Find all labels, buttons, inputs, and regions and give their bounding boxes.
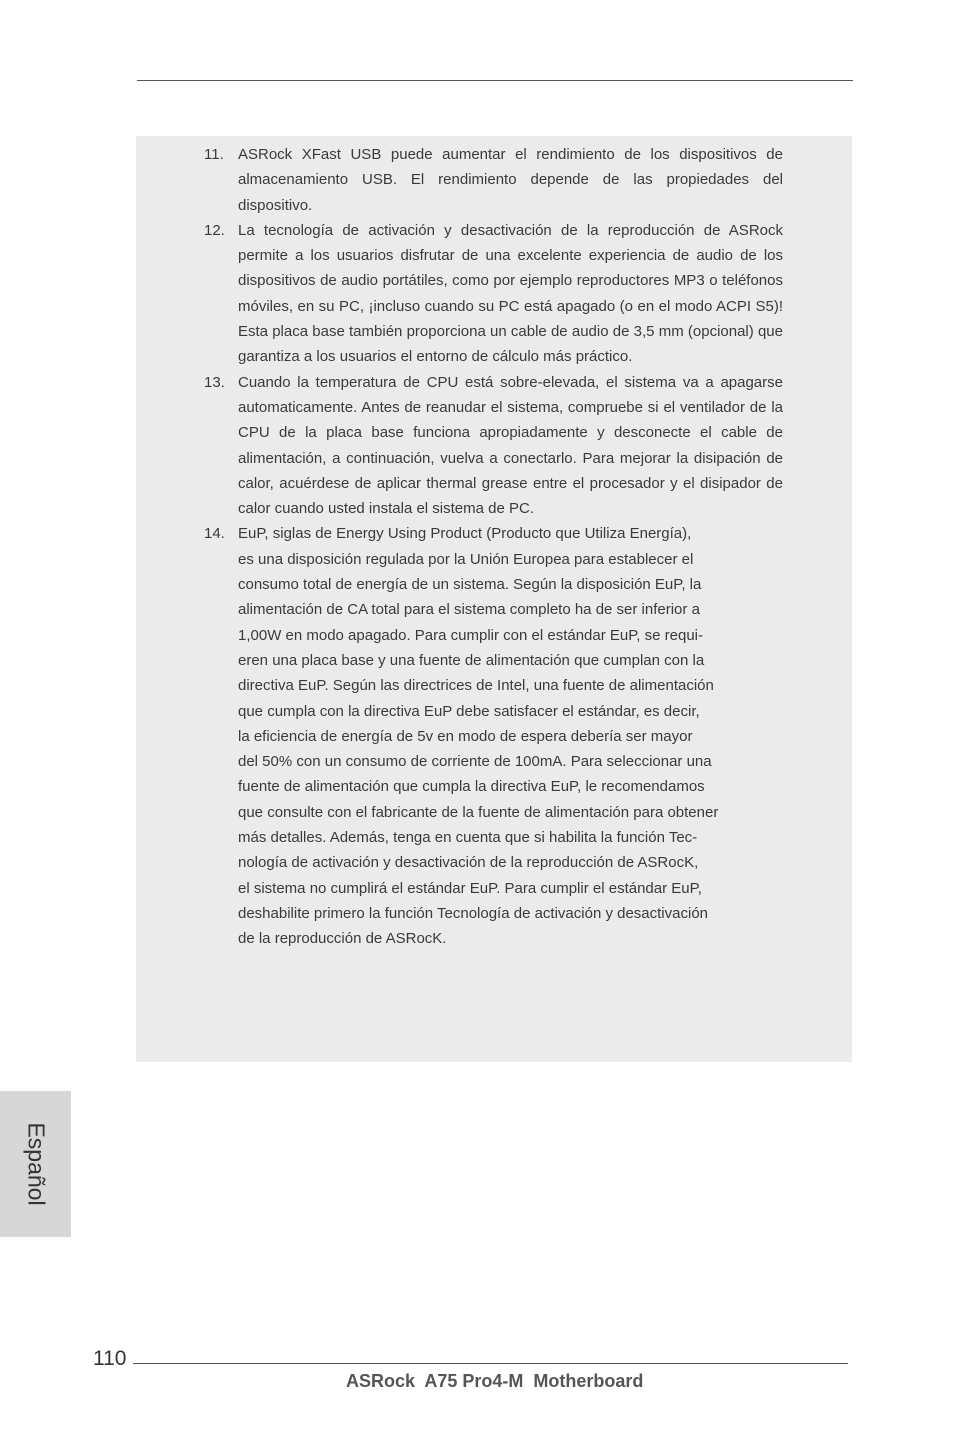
note-line: deshabilite primero la función Tecnología de activación y desactivación [238,904,709,922]
note-number: 13. [204,373,225,391]
note-line: el sistema no cumplirá el estándar EuP. Para cumplir el estándar EuP, [238,879,702,897]
notes-list [0,142,954,952]
language-tab-label: Español [23,1122,50,1206]
note-line: que consulte con el fabricante de la fuente de alimentación para obtener [238,803,719,821]
note-line: más detalles. Además, tenga en cuenta que si habilita la función Tec- [238,829,698,847]
note-item-12 [0,218,954,370]
note-number: 12. [204,221,225,239]
language-tab [0,1091,71,1237]
note-text: La tecnología de activación y desactivación de la reproducción de ASRock permite a los usuarios disfrutar de una excelente experiencia de audio de los dispositivos de audio portátiles, como por ejemplo reproductores MP3 o teléfonos móviles, en su PC, ¡incluso cuando su PC está apagado (o en el modo ACPI S5)! Esta placa base también proporciona un cable de audio de 3,5 mm (opcional) que garantiza a los usuarios el entorno de cálculo más práctico. [238,221,783,366]
note-line: es una disposición regulada por la Unión Europea para establecer el [238,550,694,568]
note-line: 1,00W en modo apagado. Para cumplir con el estándar EuP, se requi- [238,626,703,644]
note-line: fuente de alimentación que cumpla la directiva EuP, le recomendamos [238,778,705,796]
note-text: ASRock XFast USB puede aumentar el rendimiento de los dispositivos de almacenamiento USB. El rendimiento depende de las propiedades del dispositivo. [238,146,783,214]
note-line: consumo total de energía de un sistema. Según la disposición EuP, la [238,576,702,594]
note-item-11 [0,142,954,218]
note-line: alimentación de CA total para el sistema completo ha de ser inferior a [238,601,700,619]
note-item-13 [0,370,954,522]
note-line: del 50% con un consumo de corriente de 100mA. Para seleccionar una [238,753,712,771]
note-text: Cuando la temperatura de CPU está sobre-elevada, el sistema va a apagarse automaticamente. Antes de reanudar el sistema, compruebe si el ventilador de la CPU de la placa base funciona apropiadamente y desconecte el cable de alimentación, a continuación, vuelva a conectarlo. Para mejorar la disipación de calor, acuérdese de aplicar thermal grease entre el procesador y el disipador de calor cuando usted instala el sistema de PC. [238,373,783,518]
note-text [238,521,783,951]
note-line: de la reproducción de ASRocK. [238,930,447,948]
note-line: EuP, siglas de Energy Using Product (Producto que Utiliza Energía), [238,525,692,543]
note-number: 14. [204,525,225,543]
note-line: eren una placa base y una fuente de alimentación que cumplan con la [238,651,705,669]
page-number: 110 [93,1347,127,1370]
note-line: la eficiencia de energía de 5v en modo de espera debería ser mayor [238,727,693,745]
footer-rule [133,1363,848,1364]
footer-title: ASRock A75 Pro4-M Motherboard [346,1371,644,1391]
note-line: nología de activación y desactivación de la reproducción de ASRocK, [238,854,699,872]
header-rule [137,80,853,81]
note-line: que cumpla con la directiva EuP debe satisfacer el estándar, es decir, [238,702,700,720]
note-item-14 [0,521,954,951]
note-line: directiva EuP. Según las directrices de Intel, una fuente de alimentación [238,677,714,695]
note-number: 11. [204,146,224,163]
